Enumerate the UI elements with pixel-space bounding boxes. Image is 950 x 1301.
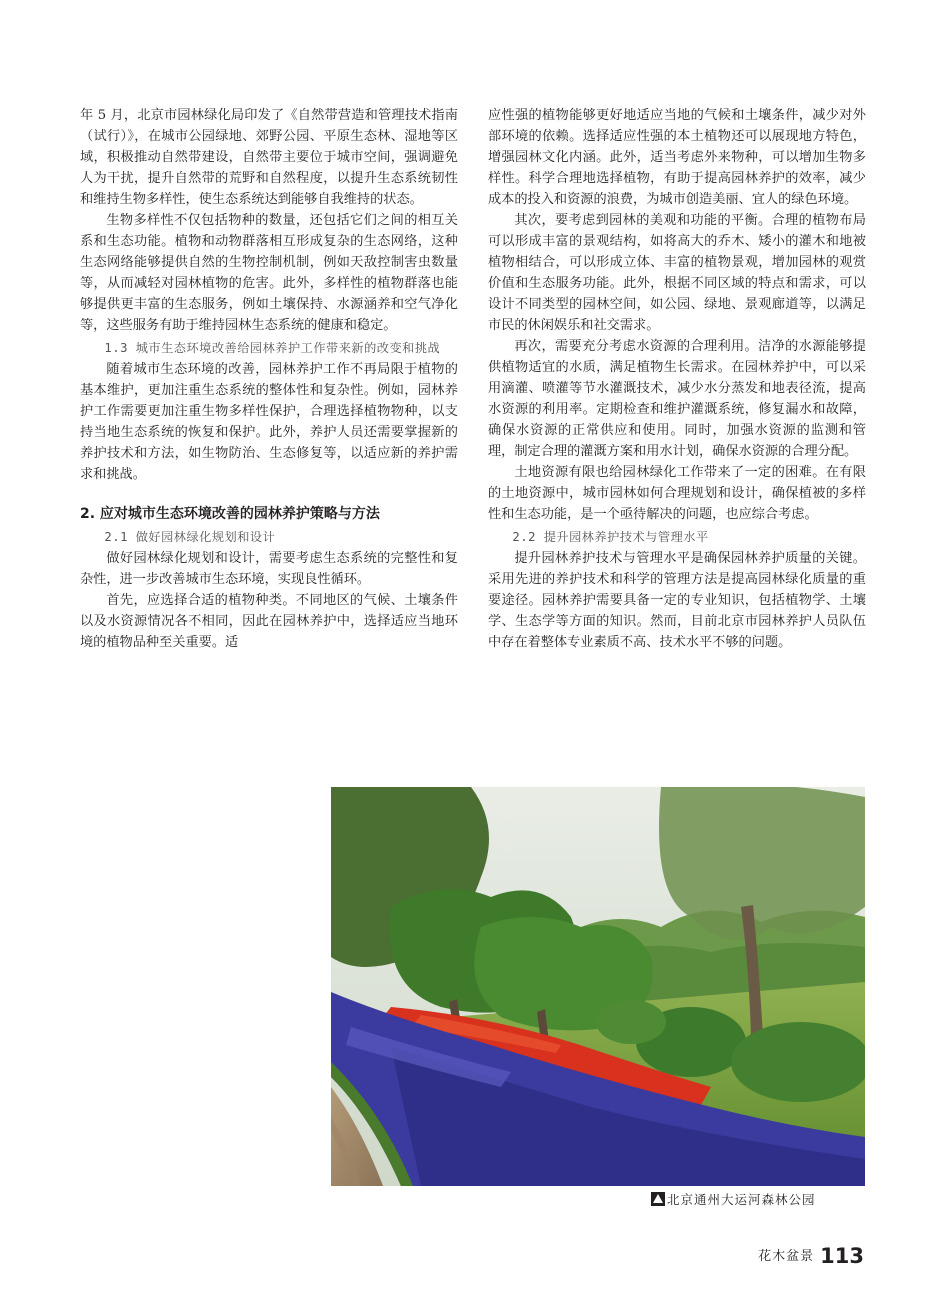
paragraph: 再次，需要充分考虑水资源的合理利用。洁净的水源能够提供植物适宜的水质，满足植物生长需求。在园林养护中，可以采用滴灌、喷灌等节水灌溉技术，减少水分蒸发和地表径流，提高水资源的利用率。定期检查和维护灌溉系统，修复漏水和故障，确保水资源的正常供应和使用。同时，加强水资源的监测和管理，制定合理的灌溉方案和用水计划，确保水资源的合理分配。: [488, 339, 866, 459]
section-heading-2: 2. 应对城市生态环境改善的园林养护策略与方法: [80, 506, 380, 522]
photo-caption-text: 北京通州大运河森林公园: [667, 1192, 816, 1207]
paragraph: 土地资源有限也给园林绿化工作带来了一定的困难。在有限的土地资源中，城市园林如何合理规划和设计，确保植被的多样性和生态功能，是一个亟待解决的问题，也应综合考虑。: [488, 465, 866, 522]
paragraph: 其次，要考虑到园林的美观和功能的平衡。合理的植物布局可以形成丰富的景观结构，如将高大的乔木、矮小的灌木和地被植物相结合，可以形成立体、丰富的植物景观，增加园林的观赏价值和生态服务功能。此外，根据不同区域的特点和需求，可以设计不同类型的园林空间，如公园、绿地、景观廊道等，以满足市民的休闲娱乐和社交需求。: [488, 213, 866, 333]
subsection-heading-2-2: 2.2 提升园林养护技术与管理水平: [512, 530, 709, 544]
subsection-heading-2-1: 2.1 做好园林绿化规划和设计: [104, 530, 276, 544]
paragraph: 应性强的植物能够更好地适应当地的气候和土壤条件，减少对外部环境的依赖。选择适应性强的本土植物还可以展现地方特色，增强园林文化内涵。此外，适当考虑外来物种，可以增加生物多样性。科学合理地选择植物，有助于提高园林养护的效率，减少成本的投入和资源的浪费，为城市创造美丽、宜人的绿色环境。: [488, 108, 866, 207]
park-photo-illustration: [331, 787, 865, 1186]
article-column-right: [488, 105, 866, 653]
journal-name: 花木盆景: [758, 1249, 815, 1264]
triangle-marker-icon: [651, 1192, 665, 1206]
subsection-heading-1-3: 1.3 城市生态环境改善给园林养护工作带来新的改变和挑战: [104, 341, 441, 355]
photo-caption: [651, 1191, 865, 1209]
paragraph: 做好园林绿化规划和设计，需要考虑生态系统的完整性和复杂性，进一步改善城市生态环境，实现良性循环。: [80, 551, 458, 587]
page-number: 113: [820, 1244, 864, 1268]
paragraph: 随着城市生态环境的改善，园林养护工作不再局限于植物的基本维护，更加注重生态系统的整体性和复杂性。例如，园林养护工作需要更加注重生物多样性保护，合理选择植物物种，以支持当地生态系统的恢复和保护。此外，养护人员还需要掌握新的养护技术和方法，如生物防治、生态修复等，以适应新的养护需求和挑战。: [80, 362, 458, 482]
park-photo: [331, 787, 865, 1186]
paragraph: 生物多样性不仅包括物种的数量，还包括它们之间的相互关系和生态功能。植物和动物群落相互形成复杂的生态网络，这种生态网络能够提供自然的生物控制机制，例如天敌控制害虫数量等，从而减轻对园林植物的危害。此外，多样性的植物群落也能够提供更丰富的生态服务，例如土壤保持、水源涵养和空气净化等，这些服务有助于维持园林生态系统的健康和稳定。: [80, 213, 458, 333]
article-column-left: [80, 105, 458, 653]
page-footer: [758, 1244, 864, 1268]
paragraph: 首先，应选择合适的植物种类。不同地区的气候、土壤条件以及水资源情况各不相同，因此在园林养护中，选择适应当地环境的植物品种至关重要。适: [80, 593, 458, 650]
paragraph: 年 5 月，北京市园林绿化局印发了《自然带营造和管理技术指南（试行）》，在城市公园绿地、郊野公园、平原生态林、湿地等区域，积极推动自然带建设，自然带主要位于城市空间，强调避免人为干扰，提升自然带的荒野和自然程度，以提升生态系统韧性和维持生物多样性，使生态系统达到能够自我维持的状态。: [80, 108, 458, 207]
paragraph: 提升园林养护技术与管理水平是确保园林养护质量的关键。采用先进的养护技术和科学的管理方法是提高园林绿化质量的重要途径。园林养护需要具备一定的专业知识，包括植物学、土壤学、生态学等方面的知识。然而，目前北京市园林养护人员队伍中存在着整体专业素质不高、技术水平不够的问题。: [488, 551, 866, 650]
